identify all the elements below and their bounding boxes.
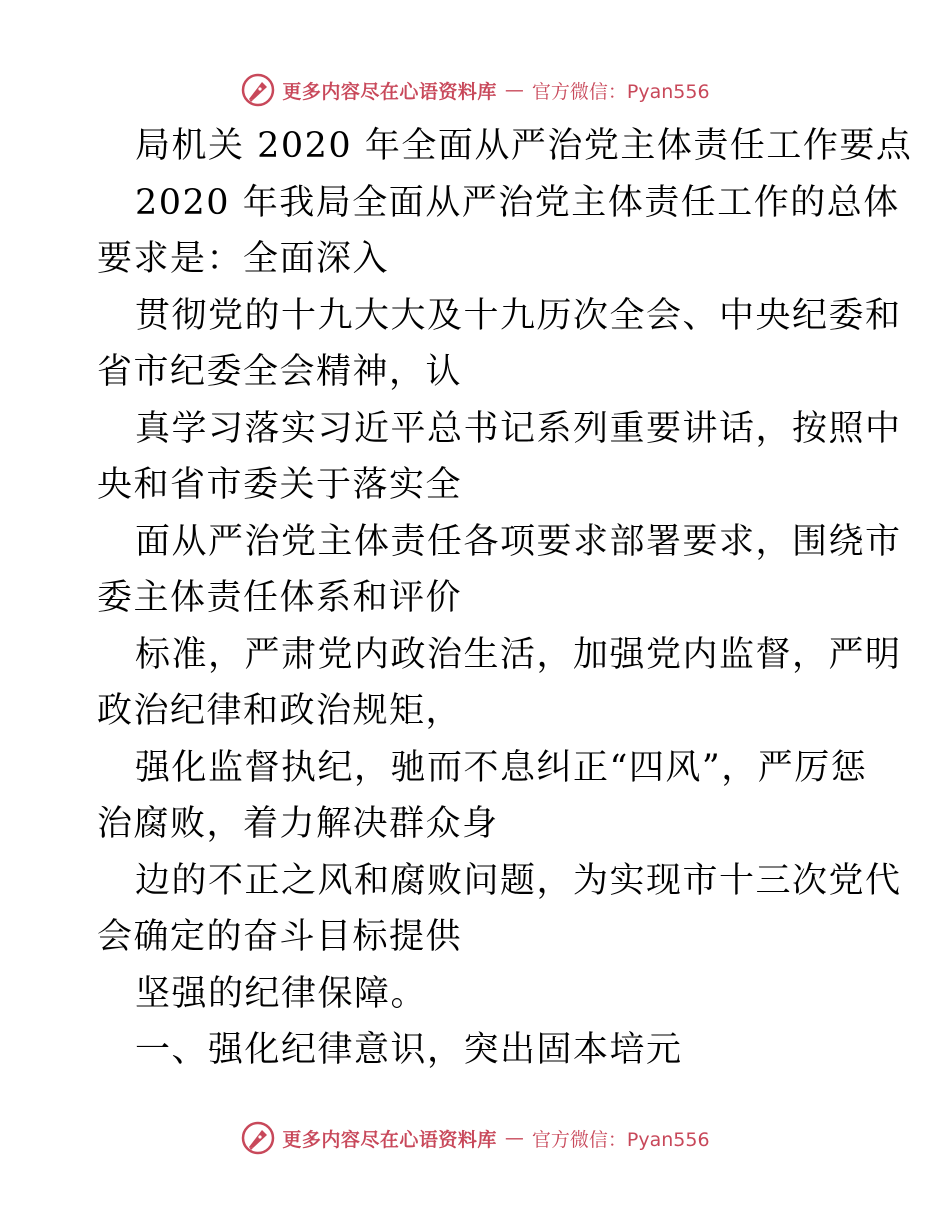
paragraph-line: 强化监督执纪，驰而不息纠正“四风”，严厉惩 bbox=[135, 747, 868, 788]
document-body bbox=[97, 118, 913, 1079]
paragraph-line: 政治纪律和政治规矩， bbox=[97, 691, 463, 731]
paragraph-line: 2020 年我局全面从严治党主体责任工作的总体 bbox=[135, 182, 900, 223]
paragraph-line: 坚强的纪律保障。 bbox=[135, 973, 428, 1014]
watermark-banner-top bbox=[0, 70, 950, 110]
watermark-contact: 官方微信：Pyan556 bbox=[531, 80, 710, 103]
watermark-banner-bottom bbox=[0, 1118, 950, 1158]
watermark-inner bbox=[240, 1120, 709, 1156]
paragraph-line: 会确定的奋斗目标提供 bbox=[97, 917, 463, 957]
watermark-text: 更多内容尽在心语资料库 bbox=[282, 80, 497, 103]
pen-nib-logo-icon bbox=[240, 72, 276, 108]
paragraph-line: 央和省市委关于落实全 bbox=[97, 465, 463, 505]
paragraph-line: 标准，严肃党内政治生活，加强党内监督，严明 bbox=[135, 634, 902, 675]
paragraph-line: 边的不正之风和腐败问题，为实现市十三次党代 bbox=[135, 860, 902, 901]
paragraph-line: 委主体责任体系和评价 bbox=[97, 578, 463, 618]
paragraph-line: 面从严治党主体责任各项要求部署要求，围绕市 bbox=[135, 521, 902, 562]
paragraph-line: 要求是：全面深入 bbox=[97, 239, 390, 279]
watermark-separator: — bbox=[504, 79, 524, 101]
watermark-text: 更多内容尽在心语资料库 bbox=[282, 1128, 497, 1151]
watermark-inner bbox=[240, 72, 709, 108]
paragraph-line: 真学习落实习近平总书记系列重要讲话，按照中 bbox=[135, 408, 902, 449]
pen-nib-logo-icon bbox=[240, 1120, 276, 1156]
watermark-separator: — bbox=[504, 1127, 524, 1149]
document-title: 局机关 2020 年全面从严治党主体责任工作要点 bbox=[135, 126, 913, 166]
watermark-contact: 官方微信：Pyan556 bbox=[531, 1128, 710, 1151]
paragraph-line: 贯彻党的十九大大及十九历次全会、中央纪委和 bbox=[135, 295, 902, 336]
paragraph-line: 治腐败，着力解决群众身 bbox=[97, 804, 499, 844]
section-heading: 一、强化纪律意识，突出固本培元 bbox=[135, 1030, 683, 1070]
paragraph-line: 省市纪委全会精神，认 bbox=[97, 352, 463, 392]
